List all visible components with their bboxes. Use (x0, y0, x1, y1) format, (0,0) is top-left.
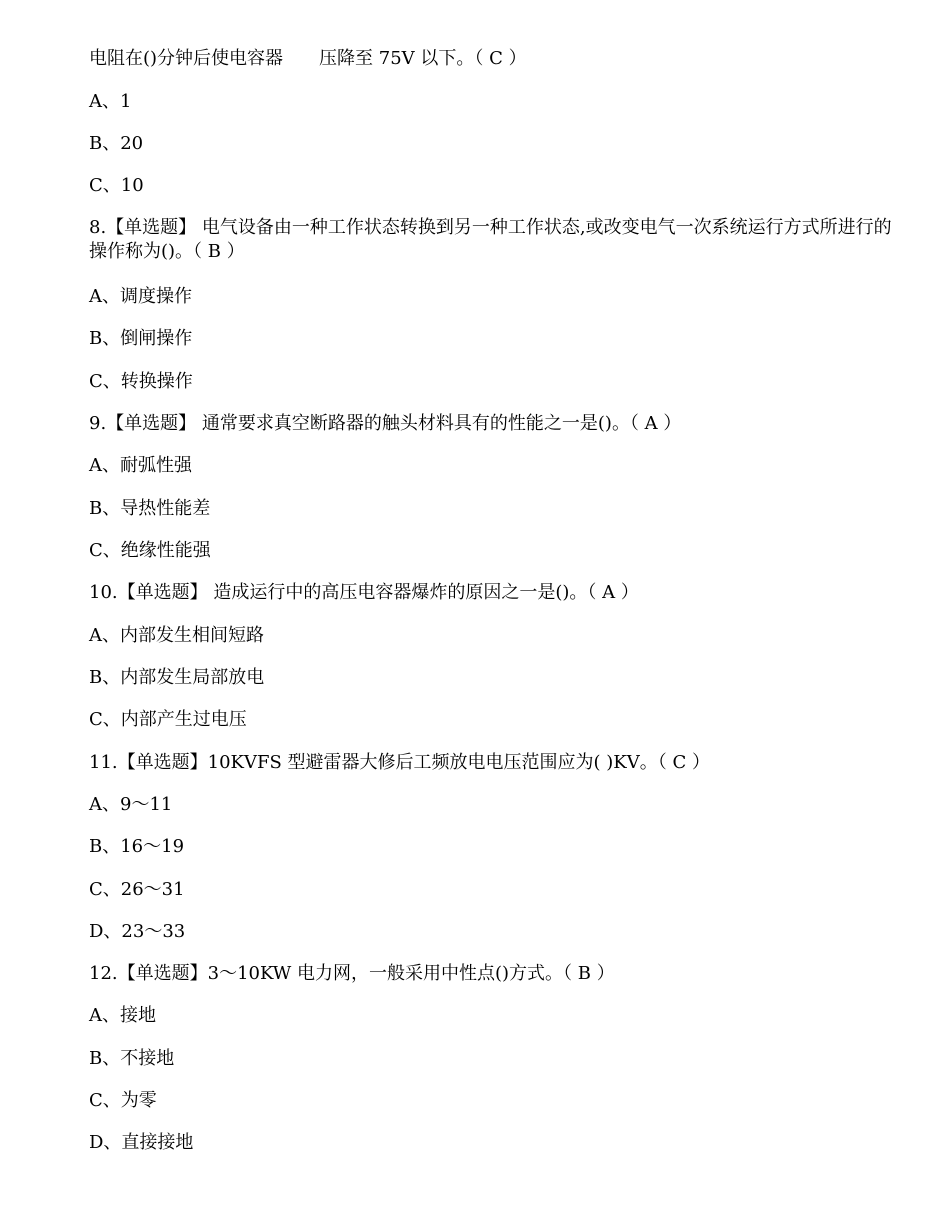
question-11-text: 11.【单选题】10KVFS 型避雷器大修后工频放电电压范围应为( )KV。（ C ） (89, 752, 710, 773)
question-8-text: 8.【单选题】 电气设备由一种工作状态转换到另一种工作状态,或改变电气一次系统运行方式所进行的操作称为()。（ B ） (89, 217, 892, 262)
option-item: B、内部发生局部放电 (89, 667, 265, 688)
option-item: D、直接接地 (89, 1132, 194, 1153)
question-9-text: 9.【单选题】 通常要求真空断路器的触头材料具有的性能之一是()。（ A ） (89, 413, 682, 434)
question-12-text: 12.【单选题】3～10KW 电力网，一般采用中性点()方式。（ B ） (89, 963, 615, 984)
option-item: D、23～33 (89, 921, 186, 942)
option-item: A、接地 (89, 1005, 156, 1026)
fragment-text-part1: 电阻在()分钟后使电容器 (89, 48, 284, 69)
option-item: C、10 (89, 175, 144, 196)
option-item: C、内部产生过电压 (89, 709, 247, 730)
option-item: B、16～19 (89, 836, 185, 857)
fragment-text-part2: 压降至 75V 以下。（ C ） (319, 48, 527, 69)
question-10-text: 10.【单选题】 造成运行中的高压电容器爆炸的原因之一是()。（ A ） (89, 582, 639, 603)
option-item: A、内部发生相间短路 (89, 625, 264, 646)
option-item: C、为零 (89, 1090, 157, 1111)
option-item: B、导热性能差 (89, 498, 211, 519)
option-item: A、9～11 (89, 794, 173, 815)
option-item: C、转换操作 (89, 371, 193, 392)
option-item: C、26～31 (89, 879, 185, 900)
option-item: A、调度操作 (89, 286, 192, 307)
question-fragment (89, 47, 527, 71)
option-item: A、耐弧性强 (89, 455, 192, 476)
option-item: B、不接地 (89, 1048, 175, 1069)
option-item: B、倒闸操作 (89, 328, 193, 349)
option-item: A、1 (89, 91, 132, 112)
option-item: C、绝缘性能强 (89, 540, 211, 561)
option-item: B、20 (89, 133, 144, 154)
